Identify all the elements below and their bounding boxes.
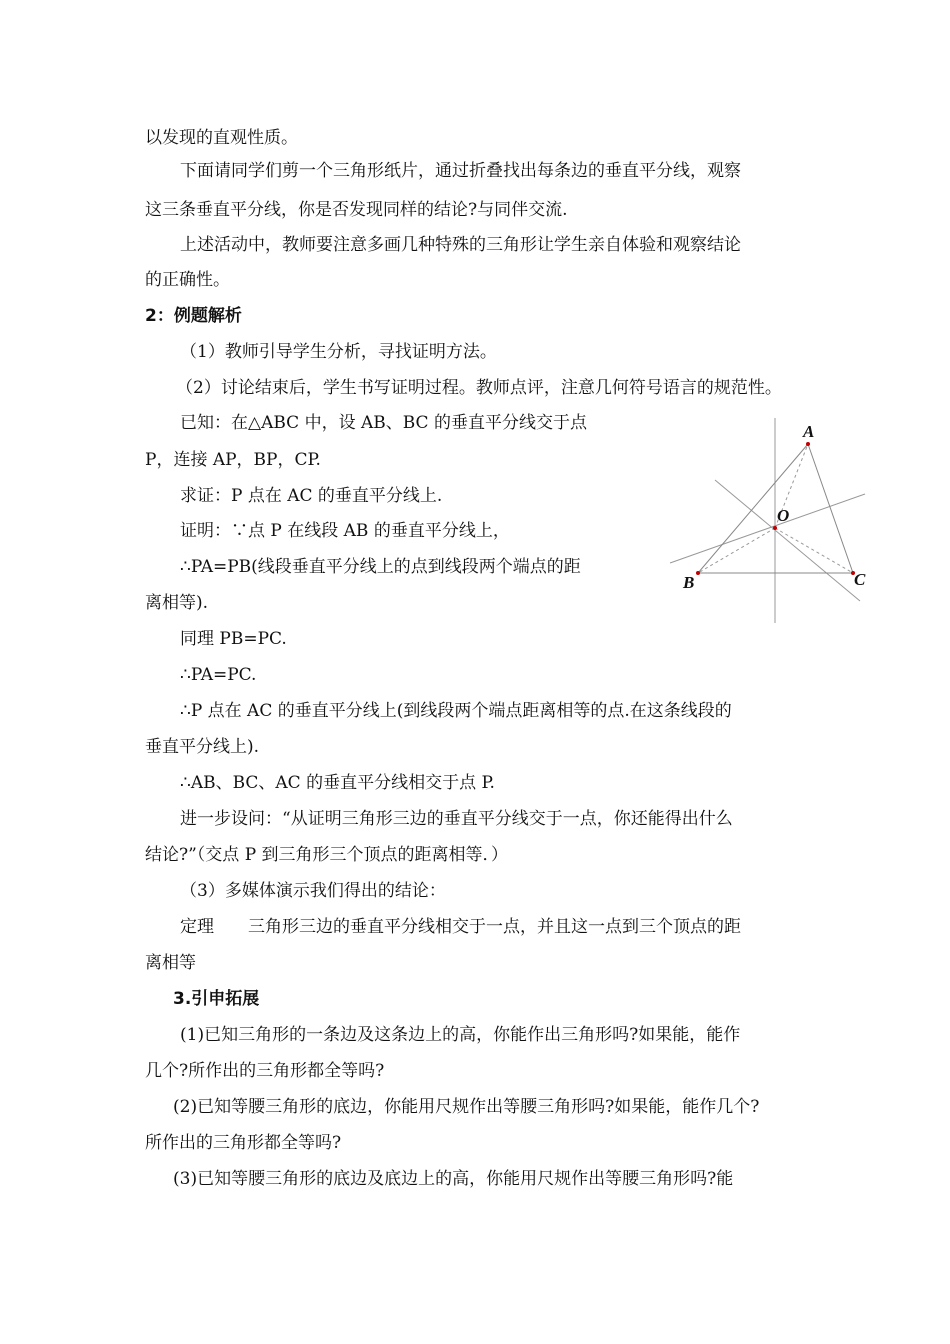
text-line: （3）多媒体演示我们得出的结论：	[180, 881, 446, 901]
text-line: ∴PA=PC.	[180, 665, 257, 685]
text-line: 下面请同学们剪一个三角形纸片，通过折叠找出每条边的垂直平分线，观察	[180, 161, 741, 181]
perpendicular-bisector-diagram	[665, 418, 875, 628]
text-line: 结论?”（交点 P 到三角形三个顶点的距离相等．）	[145, 845, 509, 865]
text-line: ∴P 点在 AC 的垂直平分线上(到线段两个端点距离相等的点.在这条线段的	[180, 701, 732, 721]
text-line: 证明：∵点 P 在线段 AB 的垂直平分线上，	[180, 521, 510, 541]
text-line: 进一步设问：“从证明三角形三边的垂直平分线交于一点，你还能得出什么	[180, 809, 733, 829]
side-ab	[698, 444, 808, 573]
label-a: A	[803, 422, 815, 441]
section-heading: 3.引申拓展	[173, 989, 260, 1009]
text-line: 这三条垂直平分线，你是否发现同样的结论?与同伴交流.	[145, 200, 568, 220]
text-line: 离相等).	[145, 593, 209, 613]
text-line: ∴AB、BC、AC 的垂直平分线相交于点 P.	[180, 773, 495, 793]
text-line: 的正确性。	[145, 270, 230, 290]
text-line: 所作出的三角形都全等吗?	[145, 1133, 342, 1153]
text-line: (1)已知三角形的一条边及这条边上的高，你能作出三角形吗?如果能，能作	[180, 1025, 741, 1045]
text-line: P，连接 AP，BP，CP.	[145, 450, 321, 470]
triangle-figure	[665, 418, 875, 628]
section-heading: 2：例题解析	[145, 306, 242, 326]
bisector-line-ab	[670, 494, 865, 563]
text-line: 以发现的直观性质。	[145, 128, 298, 148]
text-line: （1）教师引导学生分析，寻找证明方法。	[180, 342, 497, 362]
text-line: 上述活动中，教师要注意多画几种特殊的三角形让学生亲自体验和观察结论	[180, 235, 741, 255]
label-c: C	[854, 570, 866, 589]
text-line: 离相等	[145, 953, 196, 973]
text-line: (2)已知等腰三角形的底边，你能用尺规作出等腰三角形吗?如果能，能作几个?	[173, 1097, 760, 1117]
point-a	[806, 442, 810, 446]
text-line: 同理 PB=PC.	[180, 629, 287, 649]
text-line: 已知：在△ABC 中，设 AB、BC 的垂直平分线交于点	[180, 413, 587, 433]
text-line: (3)已知等腰三角形的底边及底边上的高，你能用尺规作出等腰三角形吗?能	[173, 1169, 734, 1189]
point-b	[696, 571, 700, 575]
text-line: （2）讨论结束后，学生书写证明过程。教师点评，注意几何符号语言的规范性。	[176, 378, 782, 398]
bisector-line-ac	[715, 480, 860, 601]
theorem-line: 定理 三角形三边的垂直平分线相交于一点，并且这一点到三个顶点的距	[180, 917, 741, 937]
text-line: ∴PA=PB(线段垂直平分线上的点到线段两个端点的距	[180, 557, 581, 577]
label-o: O	[777, 506, 790, 525]
segment-oc	[775, 528, 853, 573]
text-line: 垂直平分线上).	[145, 737, 260, 757]
segment-ob	[698, 528, 775, 573]
label-b: B	[683, 573, 695, 592]
text-line: 求证：P 点在 AC 的垂直平分线上.	[180, 486, 443, 506]
text-line: 几个?所作出的三角形都全等吗?	[145, 1061, 385, 1081]
side-ac	[808, 444, 853, 573]
point-o	[773, 526, 777, 530]
